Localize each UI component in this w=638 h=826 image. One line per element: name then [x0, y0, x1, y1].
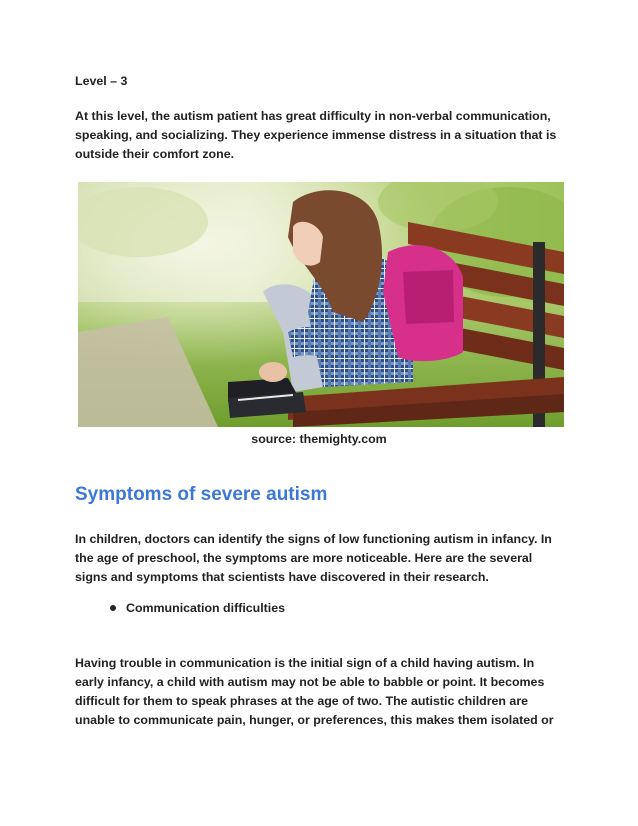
- section-heading: Symptoms of severe autism: [75, 484, 328, 505]
- girl-on-bench-photo: [78, 182, 564, 427]
- level-heading: Level – 3: [75, 74, 128, 88]
- bullet-dot-icon: [110, 605, 116, 611]
- photo-illustration: [78, 182, 564, 427]
- intro-paragraph: At this level, the autism patient has great difficulty in non-verbal communication, speaking, and socializing. They experience immense distress in a situation that is outside their comfort zone.: [75, 109, 557, 161]
- section-paragraph: In children, doctors can identify the signs of low functioning autism in infancy. In the age of preschool, the symptoms are more noticeable. Here are the several signs and symptoms that scientists have discovered in their research.: [75, 532, 552, 584]
- body-paragraph: Having trouble in communication is the initial sign of a child having autism. In early infancy, a child with autism may not be able to babble or point. It becomes difficult for them to speak phrases at the age of two. The autistic children are unable to communicate pain, hunger, or preferences, this makes them isolated or: [75, 656, 554, 727]
- bullet-item: [110, 600, 285, 616]
- image-caption: source: themighty.com: [251, 432, 387, 446]
- bullet-label: Communication difficulties: [126, 601, 286, 615]
